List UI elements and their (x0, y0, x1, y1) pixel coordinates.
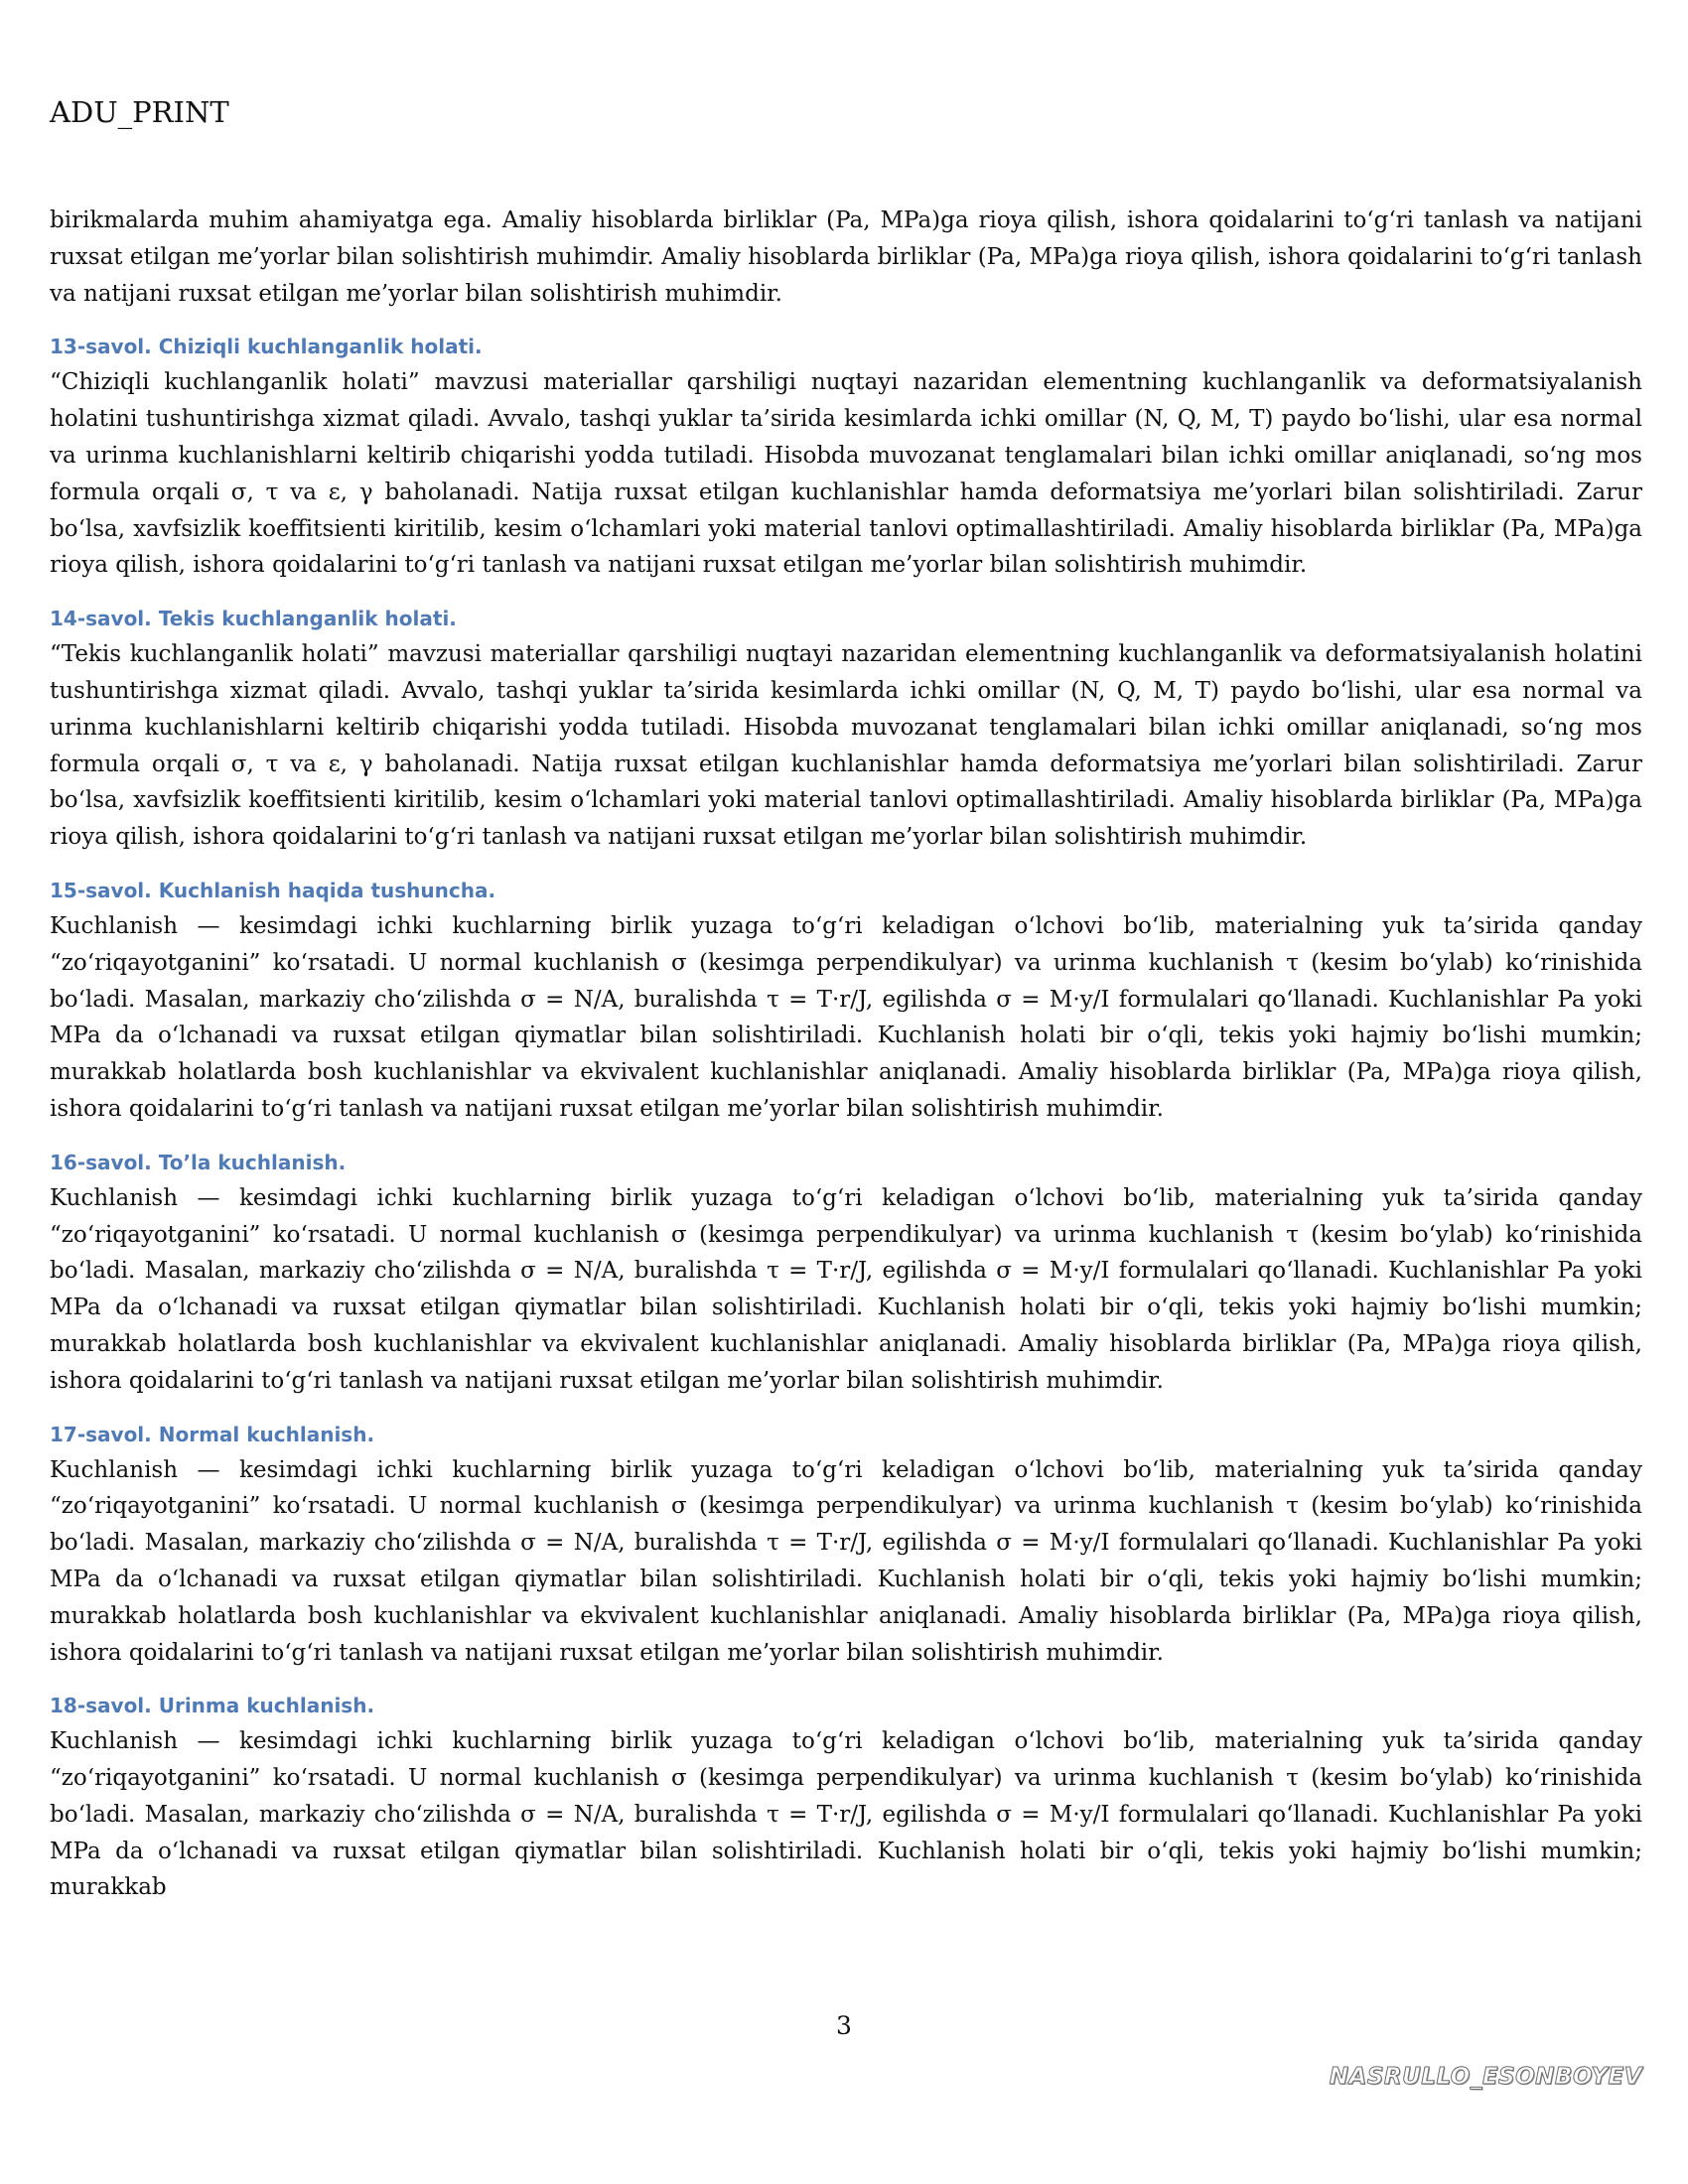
section-heading: 13-savol. Chiziqli kuchlanganlik holati. (50, 335, 483, 359)
intro-paragraph: birikmalarda muhim ahamiyatga ega. Amaliy hisoblarda birliklar (Pa, MPa)ga rioya qilish, ishora qoidalarini to‘g‘ri tanlash va natijani ruxsat etilgan me’yorlar bilan solishtirish muhimdir. Amaliy hisoblarda birliklar (Pa, MPa)ga rioya qilish, ishora qoidalarini to‘g‘ri tanlash va natijani ruxsat etilgan me’yorlar bilan solishtirish muhimdir. (50, 207, 1642, 307)
section-paragraph: “Tekis kuchlanganlik holati” mavzusi materiallar qarshiligi nuqtayi nazaridan elementning kuchlanganlik va deformatsiyalanish holatini tushuntirishga xizmat qiladi. Avvalo, tashqi yuklar ta’sirida kesimlarda ichki omillar (N, Q, M, T) paydo bo‘lishi, ular esa normal va urinma kuchlanishlarni keltirib chiqarishi yodda tutiladi. Hisobda muvozanat tenglamalari bilan ichki omillar aniqlanadi, so‘ng mos formula orqali σ, τ va ε, γ baholanadi. Natija ruxsat etilgan kuchlanishlar hamda deformatsiya me’yorlari bilan solishtiriladi. Zarur bo‘lsa, xavfsizlik koeffitsienti kiritilib, kesim o‘lchamlari yoki material tanlovi optimallashtiriladi. Amaliy hisoblarda birliklar (Pa, MPa)ga rioya qilish, ishora qoidalarini to‘g‘ri tanlash va natijani ruxsat etilgan me’yorlar bilan solishtirish muhimdir. (50, 641, 1642, 851)
section-paragraph: Kuchlanish — kesimdagi ichki kuchlarning birlik yuzaga to‘g‘ri keladigan o‘lchovi bo‘lib, materialning yuk ta’sirida qanday “zo‘riqayotganini” ko‘rsatadi. U normal kuchlanish σ (kesimga perpendikulyar) va urinma kuchlanish τ (kesim bo‘ylab) ko‘rinishida bo‘ladi. Masalan, markaziy cho‘zilishda σ = N/A, buralishda τ = T·r/J, egilishda σ = M·y/I formulalari qo‘llanadi. Kuchlanishlar Pa yoki MPa da o‘lchanadi va ruxsat etilgan qiymatlar bilan solishtiriladi. Kuchlanish holati bir o‘qli, tekis yoki hajmiy bo‘lishi mumkin; murakkab holatlarda bosh kuchlanishlar va ekvivalent kuchlanishlar aniqlanadi. Amaliy hisoblarda birliklar (Pa, MPa)ga rioya qilish, ishora qoidalarini to‘g‘ri tanlash va natijani ruxsat etilgan me’yorlar bilan solishtirish muhimdir. (50, 912, 1642, 1122)
page-number: 3 (836, 2011, 852, 2040)
section-heading: 18-savol. Urinma kuchlanish. (50, 1694, 375, 1718)
section-15 (50, 873, 1642, 1128)
section-paragraph: Kuchlanish — kesimdagi ichki kuchlarning birlik yuzaga to‘g‘ri keladigan o‘lchovi bo‘lib, materialning yuk ta’sirida qanday “zo‘riqayotganini” ko‘rsatadi. U normal kuchlanish σ (kesimga perpendikulyar) va urinma kuchlanish τ (kesim bo‘ylab) ko‘rinishida bo‘ladi. Masalan, markaziy cho‘zilishda σ = N/A, buralishda τ = T·r/J, egilishda σ = M·y/I formulalari qo‘llanadi. Kuchlanishlar Pa yoki MPa da o‘lchanadi va ruxsat etilgan qiymatlar bilan solishtiriladi. Kuchlanish holati bir o‘qli, tekis yoki hajmiy bo‘lishi mumkin; murakkab holatlarda bosh kuchlanishlar va ekvivalent kuchlanishlar aniqlanadi. Amaliy hisoblarda birliklar (Pa, MPa)ga rioya qilish, ishora qoidalarini to‘g‘ri tanlash va natijani ruxsat etilgan me’yorlar bilan solishtirish muhimdir. (50, 1456, 1642, 1666)
page-content (50, 203, 1642, 1906)
section-heading: 16-savol. To’la kuchlanish. (50, 1150, 347, 1174)
section-heading: 14-savol. Tekis kuchlanganlik holati. (50, 607, 457, 631)
section-heading: 15-savol. Kuchlanish haqida tushuncha. (50, 878, 496, 902)
author-signature: NASRULLO_ESONBOYEV (1329, 2064, 1642, 2090)
section-18 (50, 1688, 1642, 1906)
section-paragraph: “Chiziqli kuchlanganlik holati” mavzusi materiallar qarshiligi nuqtayi nazaridan elementning kuchlanganlik va deformatsiyalanish holatini tushuntirishga xizmat qiladi. Avvalo, tashqi yuklar ta’sirida kesimlarda ichki omillar (N, Q, M, T) paydo bo‘lishi, ular esa normal va urinma kuchlanishlarni keltirib chiqarishi yodda tutiladi. Hisobda muvozanat tenglamalari bilan ichki omillar aniqlanadi, so‘ng mos formula orqali σ, τ va ε, γ baholanadi. Natija ruxsat etilgan kuchlanishlar hamda deformatsiya me’yorlari bilan solishtiriladi. Zarur bo‘lsa, xavfsizlik koeffitsienti kiritilib, kesim o‘lchamlari yoki material tanlovi optimallashtiriladi. Amaliy hisoblarda birliklar (Pa, MPa)ga rioya qilish, ishora qoidalarini to‘g‘ri tanlash va natijani ruxsat etilgan me’yorlar bilan solishtirish muhimdir. (50, 369, 1642, 579)
section-16 (50, 1145, 1642, 1400)
section-17 (50, 1417, 1642, 1672)
section-heading: 17-savol. Normal kuchlanish. (50, 1422, 375, 1446)
section-14 (50, 601, 1642, 856)
page-header: ADU_PRINT (50, 95, 229, 129)
section-13 (50, 329, 1642, 584)
section-paragraph: Kuchlanish — kesimdagi ichki kuchlarning birlik yuzaga to‘g‘ri keladigan o‘lchovi bo‘lib, materialning yuk ta’sirida qanday “zo‘riqayotganini” ko‘rsatadi. U normal kuchlanish σ (kesimga perpendikulyar) va urinma kuchlanish τ (kesim bo‘ylab) ko‘rinishida bo‘ladi. Masalan, markaziy cho‘zilishda σ = N/A, buralishda τ = T·r/J, egilishda σ = M·y/I formulalari qo‘llanadi. Kuchlanishlar Pa yoki MPa da o‘lchanadi va ruxsat etilgan qiymatlar bilan solishtiriladi. Kuchlanish holati bir o‘qli, tekis yoki hajmiy bo‘lishi mumkin; murakkab (50, 1728, 1642, 1901)
section-paragraph: Kuchlanish — kesimdagi ichki kuchlarning birlik yuzaga to‘g‘ri keladigan o‘lchovi bo‘lib, materialning yuk ta’sirida qanday “zo‘riqayotganini” ko‘rsatadi. U normal kuchlanish σ (kesimga perpendikulyar) va urinma kuchlanish τ (kesim bo‘ylab) ko‘rinishida bo‘ladi. Masalan, markaziy cho‘zilishda σ = N/A, buralishda τ = T·r/J, egilishda σ = M·y/I formulalari qo‘llanadi. Kuchlanishlar Pa yoki MPa da o‘lchanadi va ruxsat etilgan qiymatlar bilan solishtiriladi. Kuchlanish holati bir o‘qli, tekis yoki hajmiy bo‘lishi mumkin; murakkab holatlarda bosh kuchlanishlar va ekvivalent kuchlanishlar aniqlanadi. Amaliy hisoblarda birliklar (Pa, MPa)ga rioya qilish, ishora qoidalarini to‘g‘ri tanlash va natijani ruxsat etilgan me’yorlar bilan solishtirish muhimdir. (50, 1184, 1642, 1394)
